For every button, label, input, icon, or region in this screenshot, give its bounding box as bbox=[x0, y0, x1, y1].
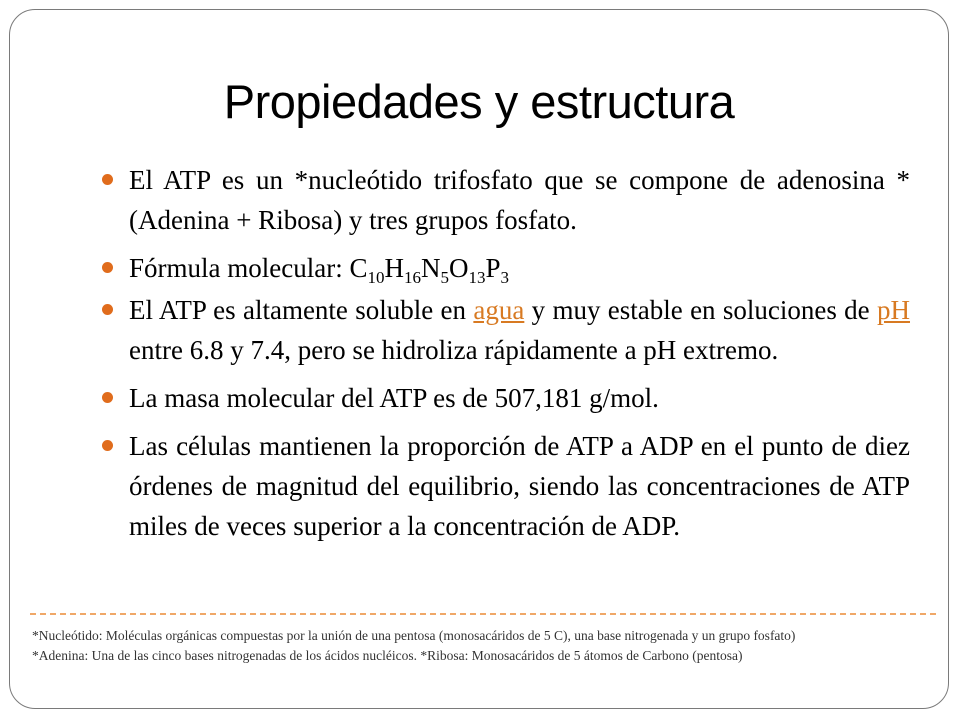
link-agua[interactable]: agua bbox=[473, 295, 525, 325]
formula-subscript: 16 bbox=[403, 268, 421, 287]
slide-title: Propiedades y estructura bbox=[223, 75, 735, 128]
formula-subscript: 3 bbox=[500, 268, 509, 287]
bullet-text: Las células mantienen la proporción de ATP a ADP en el punto de diez órdenes de magnitud del equilibrio, siendo las concentraciones de ATP miles de veces superior a la concentración de ADP. bbox=[129, 431, 910, 541]
bullet-icon bbox=[102, 392, 113, 403]
bullet-item-atp-definition bbox=[101, 160, 910, 240]
footnote-divider bbox=[30, 613, 936, 615]
bullet-icon bbox=[102, 440, 113, 451]
formula-element: O bbox=[448, 253, 469, 283]
bullet-text: y muy estable en soluciones de bbox=[524, 295, 877, 325]
link-ph[interactable]: pH bbox=[877, 295, 910, 325]
footnotes bbox=[32, 626, 932, 666]
bullet-list bbox=[101, 160, 910, 554]
bullet-item-solubility bbox=[101, 290, 910, 370]
bullet-icon bbox=[102, 304, 113, 315]
bullet-text: entre 6.8 y 7.4, pero se hidroliza rápidamente a pH extremo. bbox=[129, 335, 779, 365]
formula-element: H bbox=[384, 253, 404, 283]
formula-element: N bbox=[420, 253, 441, 283]
formula-subscript: 5 bbox=[440, 268, 449, 287]
bullet-icon bbox=[102, 262, 113, 273]
formula-element: C bbox=[349, 253, 368, 283]
footnote-nucleotido: *Nucleótido: Moléculas orgánicas compuestas por la unión de una pentosa (monosacáridos de 5 C), una base nitrogenada y un grupo fosfato) bbox=[32, 628, 796, 643]
formula-subscript: 10 bbox=[367, 268, 385, 287]
formula-element: P bbox=[485, 253, 501, 283]
bullet-text: El ATP es altamente soluble en bbox=[129, 295, 474, 325]
bullet-item-molecular-mass bbox=[101, 378, 910, 418]
bullet-item-atp-adp-ratio bbox=[101, 426, 910, 546]
footnote-adenina-ribosa: *Adenina: Una de las cinco bases nitrogenadas de los ácidos nucléicos. *Ribosa: Monosacáridos de 5 átomos de Carbono (pentosa) bbox=[32, 648, 743, 663]
bullet-item-molecular-formula bbox=[101, 248, 910, 288]
formula-label: Fórmula molecular: bbox=[129, 253, 350, 283]
bullet-text: El ATP es un *nucleótido trifosfato que se compone de adenosina *(Adenina + Ribosa) y tres grupos fosfato. bbox=[129, 165, 910, 235]
bullet-text: La masa molecular del ATP es de 507,181 g/mol. bbox=[129, 383, 659, 413]
formula-subscript: 13 bbox=[468, 268, 486, 287]
bullet-icon bbox=[102, 174, 113, 185]
